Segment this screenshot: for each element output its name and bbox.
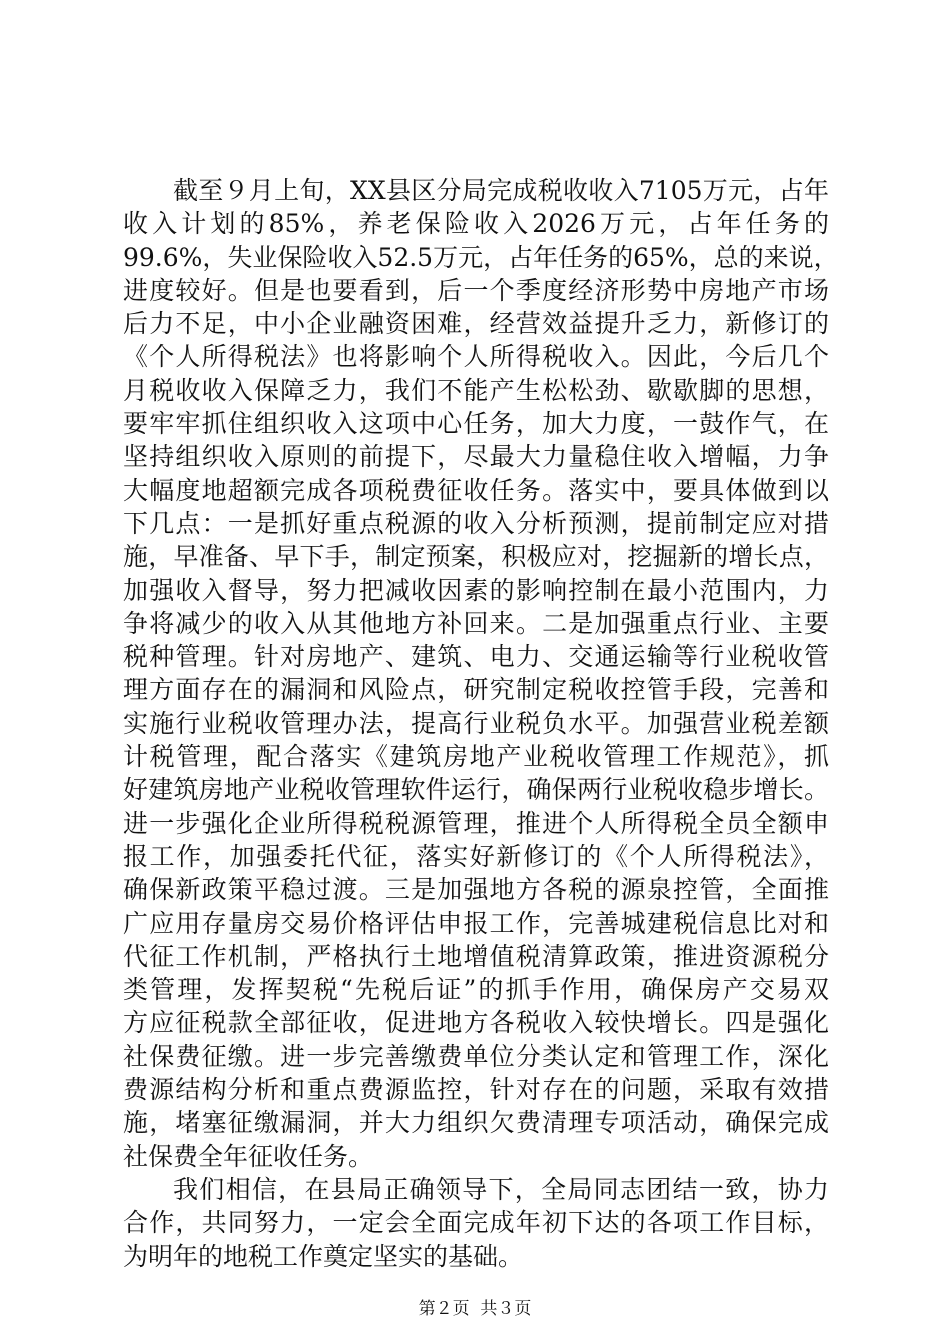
text-line: 方应征税款全部征收，促进地方各税收入较快增长。四是强化 [123,1008,829,1038]
text-line: 施，早准备、早下手，制定预案，积极应对，挖掘新的增长点， [123,542,829,572]
text-line: 我们相信，在县局正确领导下，全局同志团结一致，协力 [173,1174,829,1204]
page-number: 第２页 [418,1299,470,1319]
text-line: 类管理，发挥契税“先税后证”的抓手作用，确保房产交易双 [123,975,829,1005]
text-line: 收入计划的85%，养老保险收入2026万元，占年任务的 [123,209,829,239]
text-line: 费源结构分析和重点费源监控，针对存在的问题，采取有效措 [123,1075,829,1105]
text-line: 争将减少的收入从其他地方补回来。二是加强重点行业、主要 [123,608,829,638]
text-line: 大幅度地超额完成各项税费征收任务。落实中，要具体做到以 [123,475,829,505]
text-line: 施，堵塞征缴漏洞，并大力组织欠费清理专项活动，确保完成 [123,1108,829,1138]
text-line: 坚持组织收入原则的前提下，尽最大力量稳住收入增幅，力争 [123,442,829,472]
text-line: 好建筑房地产业税收管理软件运行，确保两行业税收稳步增长。 [123,775,829,805]
text-line: 下几点：一是抓好重点税源的收入分析预测，提前制定应对措 [123,508,829,538]
text-line: 确保新政策平稳过渡。三是加强地方各税的源泉控管，全面推 [123,875,829,905]
text-line: 99.6%，失业保险收入52.5万元，占年任务的65%，总的来说， [123,242,839,272]
text-line: 进一步强化企业所得税税源管理，推进个人所得税全员全额申 [123,808,829,838]
total-pages: 共３页 [480,1299,532,1319]
text-line: 加强收入督导，努力把减收因素的影响控制在最小范围内，力 [123,575,829,605]
text-line: 税种管理。针对房地产、建筑、电力、交通运输等行业税收管 [123,642,829,672]
text-line: 理方面存在的漏洞和风险点，研究制定税收控管手段，完善和 [123,675,829,705]
paragraph [123,174,839,1173]
page-footer [0,1298,950,1320]
text-line: 要牢牢抓住组织收入这项中心任务，加大力度，一鼓作气，在 [123,409,829,439]
text-line: 合作，共同努力，一定会全面完成年初下达的各项工作目标， [123,1208,829,1238]
document-body [123,174,839,1273]
text-line: 进度较好。但是也要看到，后一个季度经济形势中房地产市场 [123,275,829,305]
text-line: 代征工作机制，严格执行土地增值税清算政策，推进资源税分 [123,941,829,971]
text-line: 社保费全年征收任务。 [123,1141,374,1171]
text-line: 为明年的地税工作奠定坚实的基础。 [123,1241,524,1271]
paragraph [123,1173,829,1273]
text-line: 月税收收入保障乏力，我们不能产生松松劲、歇歇脚的思想， [123,375,829,405]
text-line: 后力不足，中小企业融资困难，经营效益提升乏力，新修订的 [123,309,829,339]
text-line: 实施行业税收管理办法，提高行业税负水平。加强营业税差额 [123,708,829,738]
text-line: 报工作，加强委托代征，落实好新修订的《个人所得税法》， [123,841,829,871]
text-line: 截至９月上旬，XX县区分局完成税收收入7105万元，占年 [173,176,829,205]
footer-spacer [470,1299,481,1319]
text-line: 广应用存量房交易价格评估申报工作，完善城建税信息比对和 [123,908,829,938]
text-line: 《个人所得税法》也将影响个人所得税收入。因此，今后几个 [123,342,829,372]
text-line: 社保费征缴。进一步完善缴费单位分类认定和管理工作，深化 [123,1041,829,1071]
text-line: 计税管理，配合落实《建筑房地产业税收管理工作规范》，抓 [123,742,829,772]
